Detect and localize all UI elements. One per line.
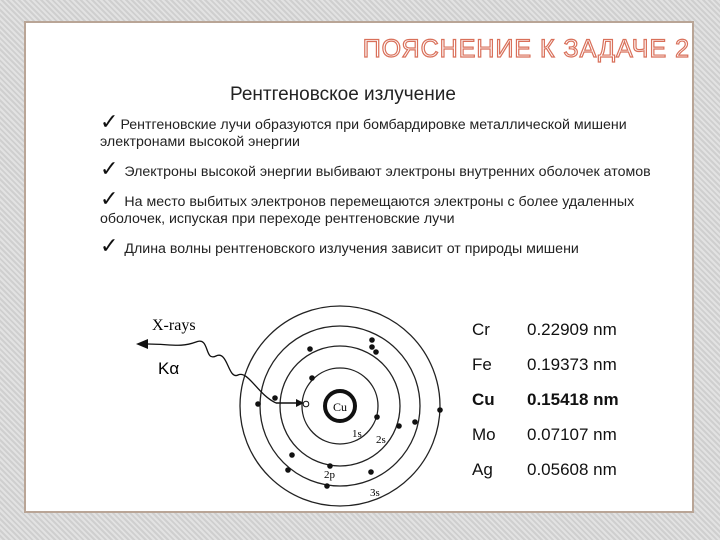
element-cell: Cu [472,389,495,409]
checkmark-icon: ✓ [100,156,119,181]
electron-vacancy [303,401,309,407]
checkmark-icon: ✓ [100,186,119,211]
electron [272,395,278,401]
atom-diagram [118,300,468,510]
table-row [470,347,619,382]
electron [324,483,330,489]
electron [327,463,333,469]
electron [255,401,261,407]
electron [437,407,443,413]
bullet-text: Электроны высокой энергии выбивают электроны внутренних оболочек атомов [124,164,651,180]
element-cell: Ag [472,459,493,479]
bullet-item [100,156,665,181]
electron [368,469,374,475]
shell-2s-label: 2s [376,434,386,446]
shell-1s-label: 1s [352,428,362,440]
slide-title: ПОЯСНЕНИЕ К ЗАДАЧЕ 2 [362,35,690,63]
electron [309,375,315,381]
bullet-item [100,186,665,228]
shell-3s-label: 3s [370,487,380,499]
xray-arrowhead [136,339,148,349]
bullet-text: Рентгеновские лучи образуются при бомбардировке металлической мишени электронами высокой энергии [100,117,627,150]
wavelength-table [470,312,619,487]
electron [396,423,402,429]
wavelength-cell: 0.22909 nm [527,319,617,339]
electron [369,337,375,343]
slide-subtitle: Рентгеновское излучение [230,84,456,105]
electron [307,346,313,352]
element-cell: Fe [472,354,492,374]
electron [369,344,375,350]
element-cell: Mo [472,424,496,444]
shell-2p-label: 2p [324,469,335,481]
bullet-item [100,109,665,151]
checkmark-icon: ✓ [100,233,119,258]
kalpha-label: Kα [158,359,180,378]
table-row-highlighted [470,382,619,417]
electron [412,419,418,425]
checkmark-icon: ✓ [100,109,119,134]
electron [374,414,380,420]
electron [373,349,379,355]
wavelength-cell: 0.19373 nm [527,354,617,374]
table-row [470,417,619,452]
wavelength-cell: 0.15418 nm [527,389,619,409]
bullet-list [100,109,665,267]
table-row [470,312,619,347]
element-cell: Cr [472,319,490,339]
bullet-text: Длина волны рентгеновского излучения зависит от природы мишени [124,241,579,257]
bullet-item [100,233,665,258]
wavelength-cell: 0.05608 nm [527,459,617,479]
table-row [470,452,619,487]
xrays-label: X-rays [152,317,196,334]
wavelength-cell: 0.07107 nm [527,424,617,444]
electron [289,452,295,458]
nucleus-label: Cu [332,400,348,414]
electron [285,467,291,473]
bullet-text: На место выбитых электронов перемещаются электроны с более удаленных оболочек, испуская при переходе рентгеновские лучи [100,194,635,227]
